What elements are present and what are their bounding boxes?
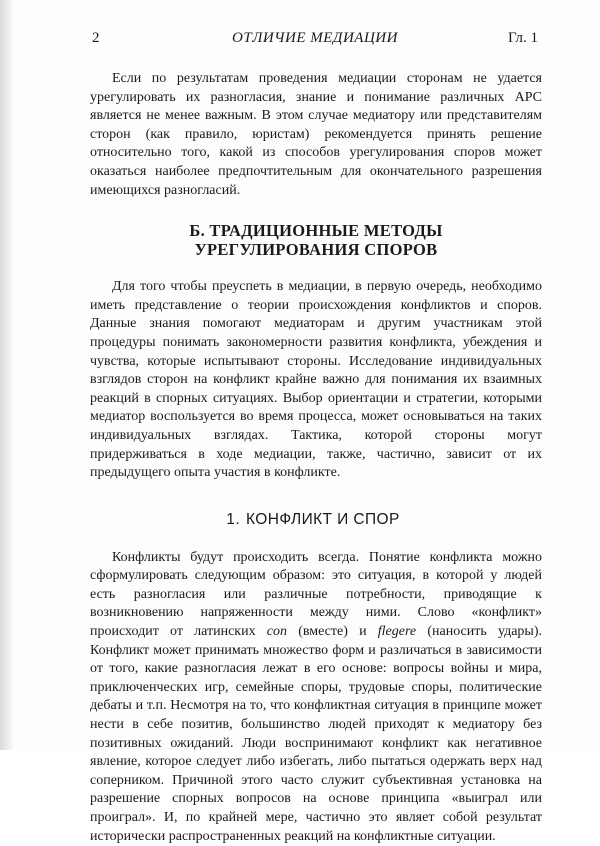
page-gutter-shadow [0, 0, 14, 750]
running-title: ОТЛИЧИЕ МЕДИАЦИИ [232, 30, 398, 46]
paragraph-methods: Для того чтобы преуспеть в медиации, в первую очередь, необходимо иметь представление о теории происхождения конфликтов и споров. Данные знания помогают медиаторам и другим участникам этой процедуры понимать закономерности развития конфликта, убеждения и чувства, которые испытывают стороны. Исследование индивидуальных взглядов сторон на конфликт крайне важно для понимания их взаимных реакций в спорных ситуациях. Выбор ориентации и стратегии, которыми медиатор воспользуется во время процесса, может основываться на таких индивидуальных взглядах. Тактика, которой стороны могут придерживаться в ходе медиации, также, частично, зависит от их предыдущего опыта участия в конфликте. [90, 279, 542, 481]
section-heading [90, 221, 542, 259]
latin-word-con: con [266, 624, 288, 640]
section-heading-line2: УРЕГУЛИРОВАНИЯ СПОРОВ [194, 240, 438, 260]
paragraph-conflict-part2: (вместе) и [287, 624, 378, 640]
subsection-title: КОНФЛИКТ И СПОР [246, 510, 400, 528]
paragraph-intro: Если по результатам проведения медиации сторонам не удается урегулировать их разногласия, знание и понимание различных АРС является не менее важным. В этом случае медиатору или представителям сторон (как правило, юристам) рекомендуется принять решение относительно того, какой из способов урегулирования споров может оказаться наиболее предпочтительным для окончательного разрешения имеющихся разногласий. [90, 71, 542, 198]
paragraph-conflict-part3: (наносить удары). Конфликт может принимать множество форм и различаться в зависимости от того, какие разногласия лежат в его основе: вопросы войны и мира, приключенческих игр, семейные споры, трудовые споры, политические дебаты и т.п. Несмотря на то, что конфликтная ситуация в принципе может нести в себе позитив, большинство людей приходят к медиатору без позитивных ожиданий. Люди воспринимают конфликт как негативное явление, которое следует либо избегать, либо пытаться одержать верх над соперником. Причиной этого часто служит субъективная установка на разрешение спорных вопросов на основе принципа «выиграл или проиграл». И, по крайней мере, частично это являет собой результат исторически распространенных реакций на конфликтные ситуации. [90, 624, 542, 844]
page-number: 2 [92, 30, 100, 46]
page-header [92, 30, 538, 50]
paragraph-conflict-part1: Конфликты будут происходить всегда. Понятие конфликта можно сформулировать следующим образом: это ситуация, в которой у людей есть разногласия или различные потребности, приводящие к возникновению напряженности между ними. Слово «конфликт» происходит от латинских [90, 549, 542, 640]
section-heading-line1: Б. ТРАДИЦИОННЫЕ МЕТОДЫ [189, 221, 443, 241]
subsection-heading [90, 511, 542, 529]
latin-word-flegere: flegere [377, 624, 417, 640]
chapter-label: Гл. 1 [507, 30, 538, 46]
paragraph-conflict [90, 549, 542, 846]
subsection-number: 1. [226, 510, 241, 528]
page-body [90, 70, 542, 846]
